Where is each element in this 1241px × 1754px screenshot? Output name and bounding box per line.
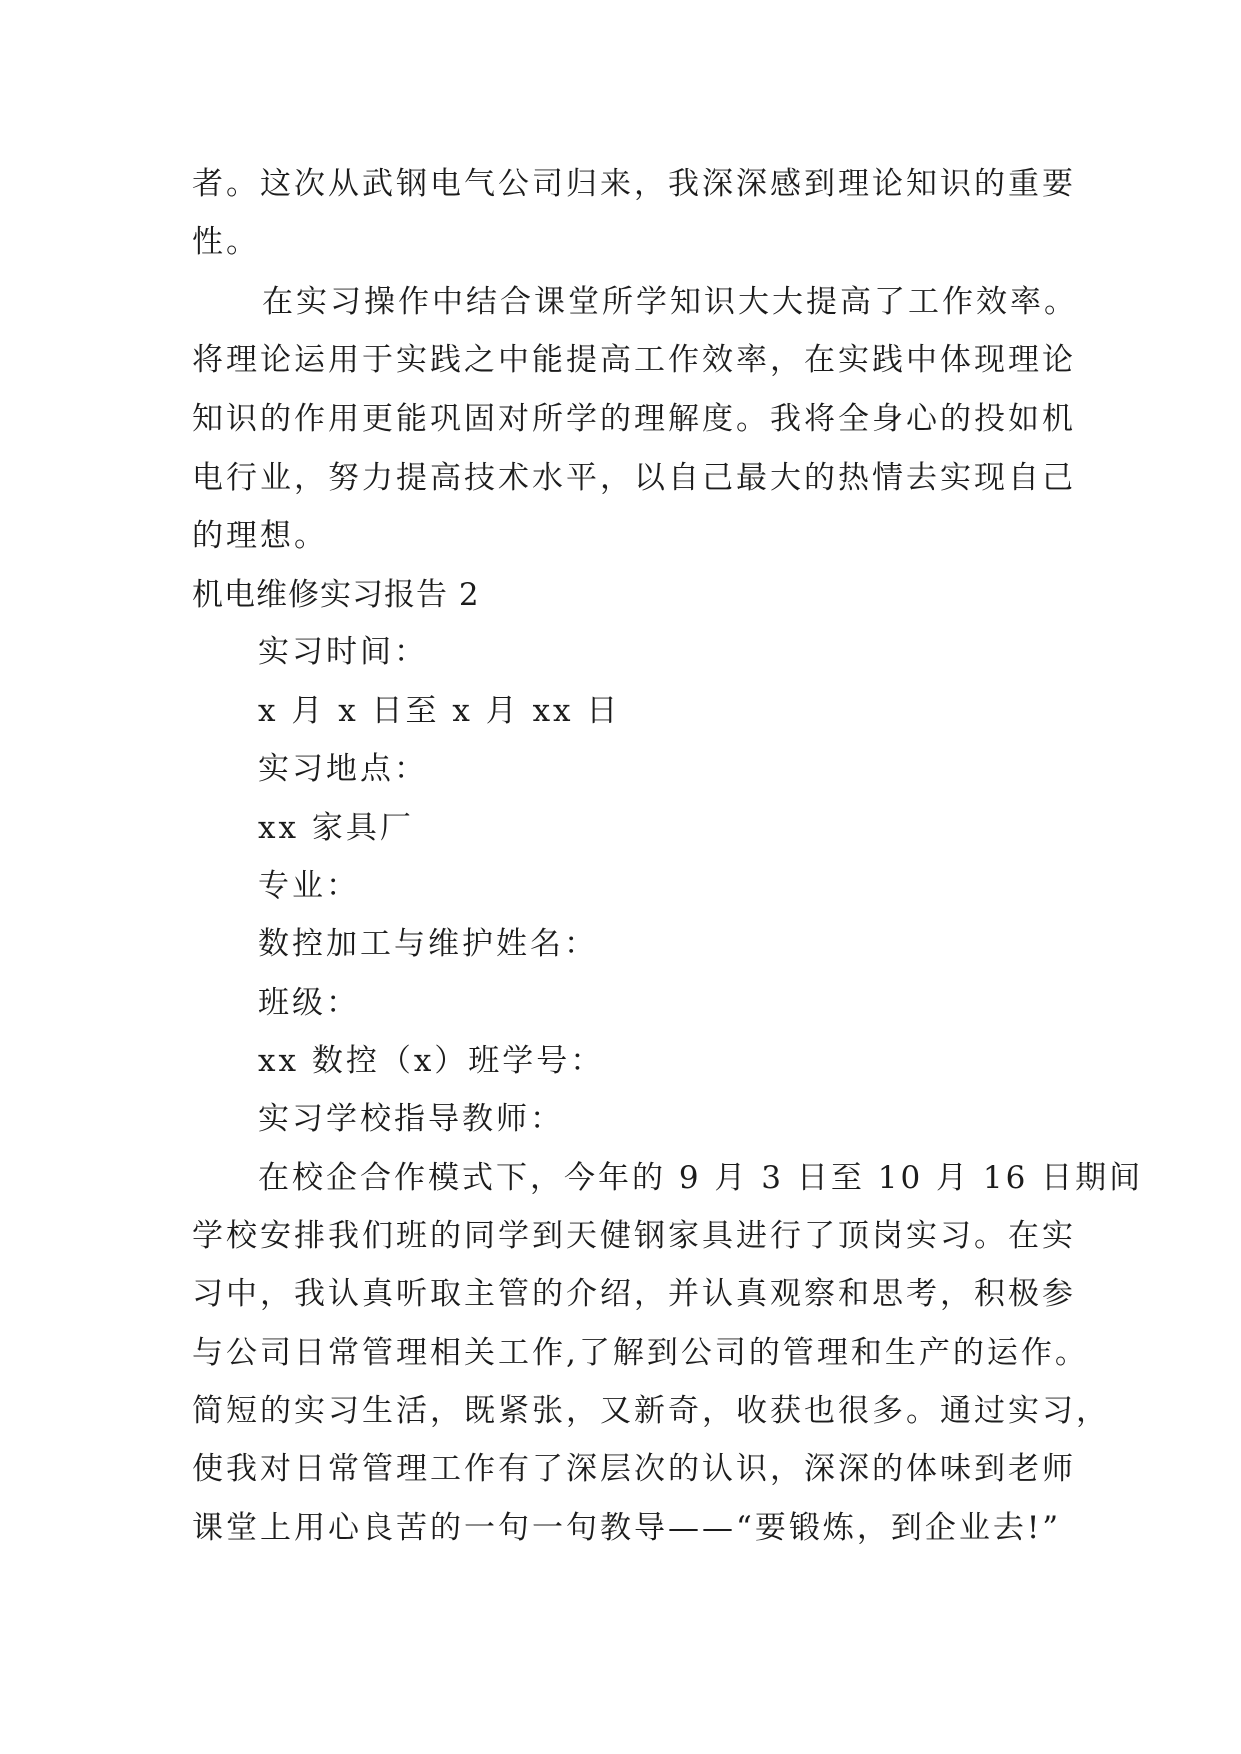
field-label: 班级： — [258, 985, 360, 1021]
body-line: 电行业，努力提高技术水平，以自己最大的热情去实现自己 — [192, 460, 1076, 496]
field-label: 实习地点： — [258, 751, 428, 787]
body-line: 简短的实习生活，既紧张，又新奇，收获也很多。通过实习， — [192, 1393, 1110, 1429]
body-line: 学校安排我们班的同学到天健钢家具进行了顶岗实习。在实 — [192, 1218, 1076, 1254]
body-line: 使我对日常管理工作有了深层次的认识，深深的体味到老师 — [192, 1451, 1076, 1487]
field-label: 专业： — [258, 868, 360, 904]
body-line: 者。这次从武钢电气公司归来，我深深感到理论知识的重要 — [192, 166, 1076, 202]
field-value: x 月 x 日至 x 月 xx 日 — [258, 693, 621, 729]
body-line: 性。 — [192, 224, 260, 260]
body-line: 将理论运用于实践之中能提高工作效率，在实践中体现理论 — [192, 342, 1076, 378]
field-label: xx 数控（x）班学号： — [258, 1043, 605, 1079]
body-line: 的理想。 — [192, 518, 328, 554]
field-label: 实习时间： — [258, 634, 428, 670]
field-value: xx 家具厂 — [258, 810, 414, 846]
section-heading: 机电维修实习报告 2 — [192, 577, 480, 613]
paragraph-first-line: 在校企合作模式下，今年的 9 月 3 日至 10 月 16 日期间 — [258, 1160, 1144, 1196]
body-line: 知识的作用更能巩固对所学的理解度。我将全身心的投如机 — [192, 401, 1076, 437]
field-label: 实习学校指导教师： — [258, 1101, 564, 1137]
body-line: 与公司日常管理相关工作,了解到公司的管理和生产的运作。 — [192, 1335, 1089, 1371]
body-line: 习中，我认真听取主管的介绍，并认真观察和思考，积极参 — [192, 1276, 1076, 1312]
paragraph-first-line: 在实习操作中结合课堂所学知识大大提高了工作效率。 — [262, 284, 1078, 320]
body-line: 课堂上用心良苦的一句一句教导——“要锻炼，到企业去!” — [192, 1510, 1062, 1546]
field-label: 数控加工与维护姓名： — [258, 926, 598, 962]
